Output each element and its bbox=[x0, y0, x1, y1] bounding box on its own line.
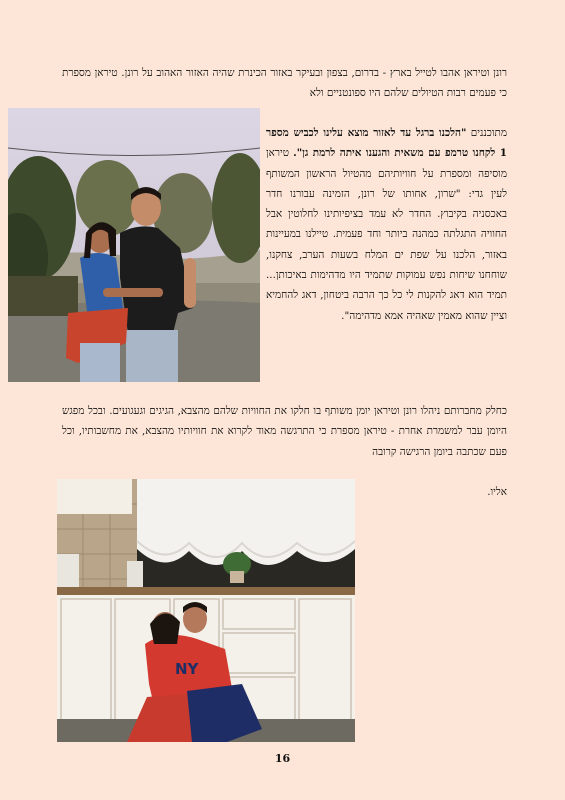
couple-outdoor-image bbox=[8, 108, 260, 382]
trip-quote: "הלכנו ברגל עד לאזור מוצא עלינו לכביש מספר 1 לקחנו טרמפ עם משאית והגענו איתה לרמת גן". bbox=[266, 127, 507, 160]
paragraph-intro: רונן וטיראן אהבו לטייל בארץ - בדרום, בצפון ובעיקר באזור הכינרת שהיה האזור האהוב על רונן. טיראן מספרת כי פעמים רבות הטיולים שלהם היו ספונטניים ולא bbox=[62, 67, 507, 100]
couple-kitchen-image bbox=[57, 479, 355, 742]
paragraph-diary: כחלק מחברותם ניהלו רונן וטיראן יומן משותף בו חלקו את החוויות שלהם מהצבא, הגיגים וגעגועים. ובכל מפגש היומן עבר למשמרת אחרת - טיראן מספרת כי התרגשה מאוד לקרוא את חוויותיו מהצבא, את מחשבותיו, וכל פעם שכתבה ביומן הרגישה קרובה bbox=[62, 405, 507, 458]
page-number: 16 bbox=[274, 752, 291, 765]
couple-kitchen-photo bbox=[57, 479, 355, 742]
svg-text:NY: NY bbox=[175, 660, 199, 678]
paragraph-trips-rest: טיראן מוסיפה ומספרת על חוויותיהם מהטיול הראשון המשותף לעין גדי: "שרון, אחותו של רונן, הזמינה עבורנו חדר באכסניה בקיבוץ. החדר לא עמד בציפיותינו לחלוטין אבל החוויה התגלתה כמהנה ביותר וחד פעמית. טיילנו במעיינות באזור, הלכנו על שפת ים המלח בשעות הערב, צחקנו, שוחחנו שיחות נפש עמוקות שתמיד היו מדהימות באיכותן... תמיד הוא דאג להקנות לי כל כך הרבה ביטחון, דאג להחמיא וציין שהוא מאמין שאהיה אמא מדהימה". bbox=[266, 147, 507, 322]
couple-outdoor-photo bbox=[8, 108, 260, 382]
paragraph-trips bbox=[266, 123, 507, 326]
paragraph-diary-end: אליו. bbox=[487, 486, 507, 498]
paragraph-trips-intro: מתוכננים bbox=[466, 127, 507, 139]
